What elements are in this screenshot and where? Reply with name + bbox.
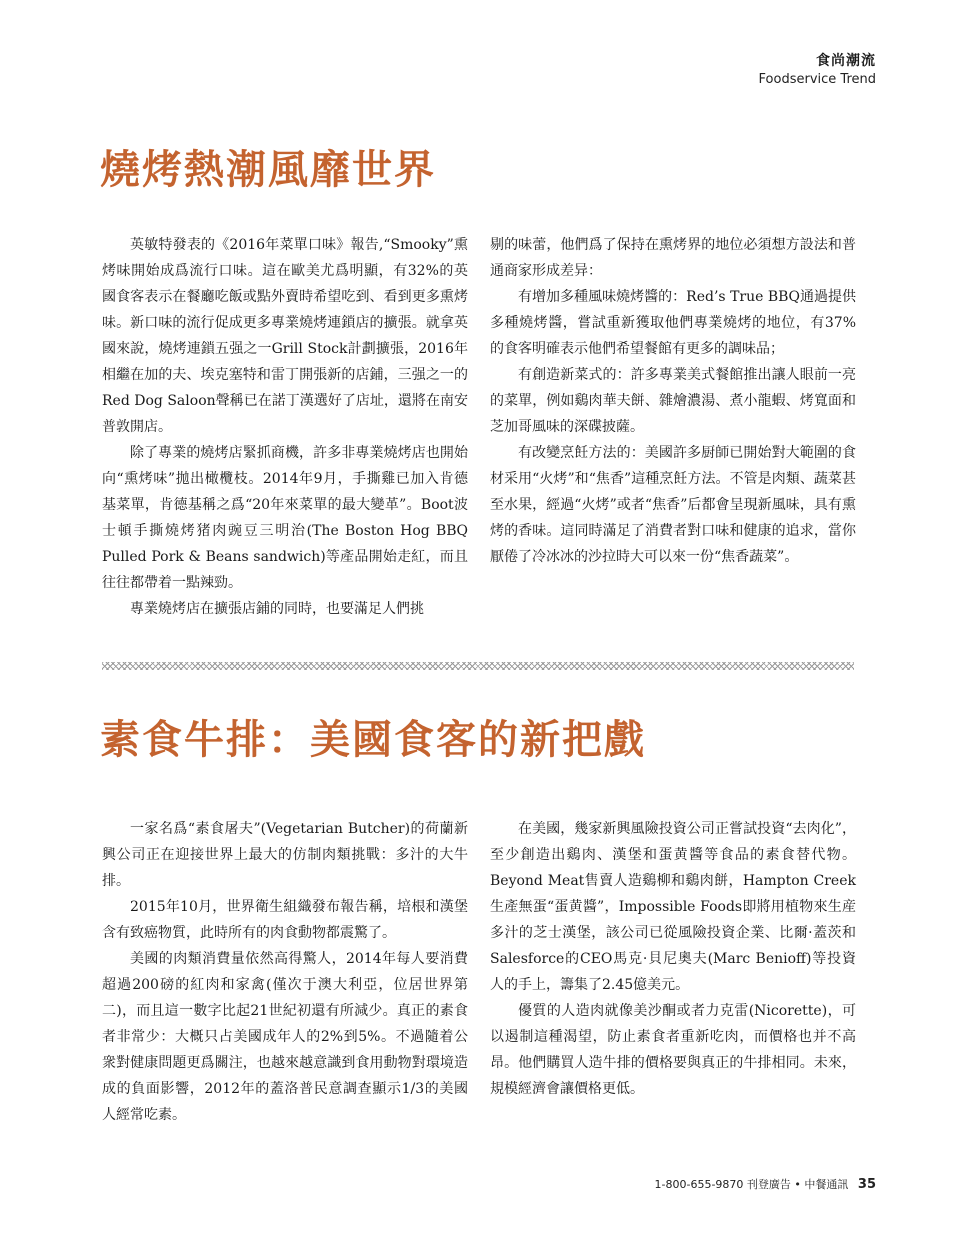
paragraph: 美國的肉類消費量依然高得驚人，2014年每人要消費超過200磅的紅肉和家禽(僅次于澳大利亞，位居世界第二)，而且這一數字比起21世紀初還有所減少。真正的素食者非常少：大概只占美國成年人的2%到5%。不過隨着公衆對健康問題更爲關注，也越來越意識到食用動物對環境造成的負面影響，2012年的蓋洛普民意調查顯示1/3的美國人經常吃素。 [102, 951, 468, 1123]
page-number: 35 [857, 1177, 876, 1192]
article-2-left-column [102, 816, 468, 1128]
paragraph: 有改變烹飪方法的：美國許多厨師已開始對大範圍的食材采用“火烤”和“焦香”這種烹飪方法。不管是肉類、蔬菜甚至水果，經過“火烤”或者“焦香”后都會呈現新風味，具有熏烤的香味。這同時滿足了消費者對口味和健康的追求，當你厭倦了冷冰冰的沙拉時大可以來一份“焦香蔬菜”。 [490, 445, 856, 565]
paragraph: 剔的味蕾，他們爲了保持在熏烤界的地位必須想方設法和普通商家形成差异： [490, 237, 856, 279]
paragraph: 英敏特發表的《2016年菜單口味》報告,“Smooky”熏烤味開始成爲流行口味。這在歐美尤爲明顯，有32%的英國食客表示在餐廳吃飯或點外賣時希望吃到、看到更多熏烤味。新口味的流行促成更多專業燒烤連鎖店的擴張。就拿英國來說，燒烤連鎖五强之一Grill Stock計劃擴張，2016年相繼在加的夫、埃克塞特和雷丁開張新的店鋪，三强之一的Red Dog Saloon聲稱已在諾丁漢選好了店址，還將在南安普敦開店。 [102, 237, 468, 435]
article-2-right-column [490, 816, 856, 1102]
section-title-en: Foodservice Trend [758, 72, 876, 87]
paragraph: 有創造新菜式的：許多專業美式餐館推出讓人眼前一亮的菜單，例如鷄肉華夫餅、雜燴濃湯、煮小龍蝦、烤寬面和芝加哥風味的深碟披薩。 [490, 367, 856, 435]
article-1-left-column [102, 232, 468, 622]
article-1-right-column [490, 232, 856, 570]
footer-phone: 1-800-655-9870 [654, 1178, 744, 1191]
paragraph: 優質的人造肉就像美沙酮或者力克雷(Nicorette)，可以遏制這種渴望，防止素食者重新吃肉，而價格也并不高昂。他們購買人造牛排的價格要與真正的牛排相同。未來，規模經濟會讓價格更低。 [490, 1003, 856, 1097]
section-title-cn: 食尚潮流 [816, 53, 876, 69]
page-footer [655, 1176, 876, 1192]
paragraph: 在美國，幾家新興風險投資公司正嘗試投資“去肉化”，至少創造出鷄肉、漢堡和蛋黄醬等食品的素食替代物。Beyond Meat售賣人造鷄柳和鷄肉餅，Hampton Creek生產無蛋“蛋黄醬”，Impossible Foods即將用植物來生産多汁的芝士漢堡，該公司已從風險投資企業、比爾·蓋茨和Salesforce的CEO馬克·貝尼奧夫(Marc Benioff)等投資人的手上，籌集了2.45億美元。 [490, 821, 856, 993]
paragraph: 有增加多種風味燒烤醬的：Red’s True BBQ通過提供多種燒烤醬，嘗試重新獲取他們專業燒烤的地位，有37%的食客明確表示他們希望餐館有更多的調味品； [490, 289, 856, 357]
paragraph: 除了專業的燒烤店緊抓商機，許多非專業燒烤店也開始向“熏烤味”拋出橄欖枝。2014年9月，手撕雞已加入肯德基菜單，肯德基稱之爲“20年來菜單的最大變革”。Boot波士頓手撕燒烤猪肉豌豆三明治(The Boston Hog BBQ Pulled Pork & Beans sandwich)等產品開始走紅，而且往往都帶着一點辣勁。 [102, 445, 468, 591]
footer-label: 刊登廣告 • 中餐通訊 [746, 1178, 849, 1191]
paragraph: 專業燒烤店在擴張店鋪的同時，也要滿足人們挑 [130, 601, 424, 617]
section-divider [102, 662, 854, 670]
article-2-title: 素食牛排：美國食客的新把戲 [100, 716, 646, 763]
article-1-title: 燒烤熱潮風靡世界 [100, 146, 436, 193]
paragraph: 一家名爲“素食屠夫”(Vegetarian Butcher)的荷蘭新興公司正在迎接世界上最大的仿制肉類挑戰：多汁的大牛排。 [102, 821, 468, 889]
paragraph: 2015年10月，世界衛生組織發布報告稱，培根和漢堡含有致癌物質，此時所有的肉食動物都震驚了。 [102, 899, 468, 941]
section-header [759, 52, 876, 90]
